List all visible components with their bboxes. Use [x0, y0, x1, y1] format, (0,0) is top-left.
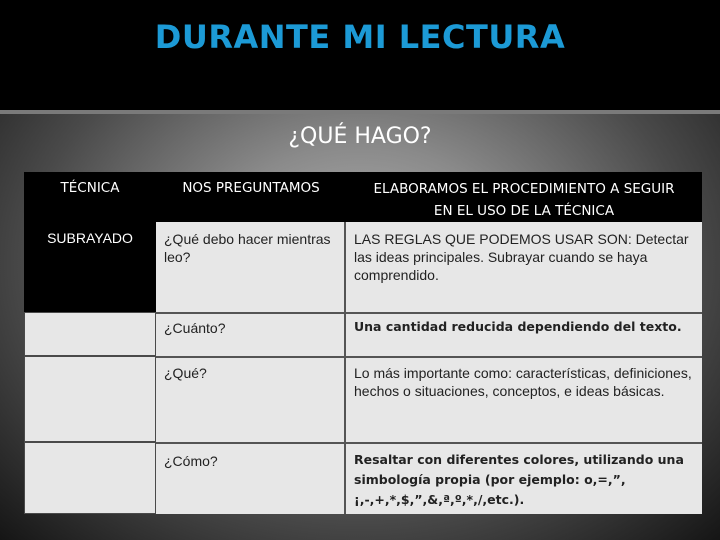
procedure-text: Resaltar con diferentes colores, utilizando una simbología propia (por ejemplo: o,=,”,¡,-,+,*,$,”,&,ª,º,*,/,etc.).	[354, 452, 684, 507]
header-tecnica-label: TÉCNICA	[60, 180, 120, 196]
page-title: DURANTE MI LECTURA	[154, 18, 566, 56]
table-row-4-procedure	[346, 442, 702, 514]
header-procedimiento-label: ELABORAMOS EL PROCEDIMIENTO A SEGUIR EN EL USO DE LA TÉCNICA	[373, 181, 675, 219]
header-preguntamos-label: NOS PREGUNTAMOS	[182, 180, 320, 196]
procedure-text: LAS REGLAS QUE PODEMOS USAR SON: Detectar las ideas principales. Subrayar cuando se haya comprendido.	[354, 231, 689, 283]
header-tecnica	[24, 172, 156, 222]
tecnica-cell-empty	[24, 442, 156, 514]
table-row-4-question	[156, 442, 346, 514]
table-row-3-question	[156, 356, 346, 442]
question-text: ¿Cuánto?	[164, 320, 226, 336]
tecnica-cell-empty	[24, 312, 156, 356]
question-text: ¿Cómo?	[164, 453, 218, 469]
table-row-2-question	[156, 312, 346, 356]
tecnica-cell	[24, 222, 156, 312]
table-row-2-procedure	[346, 312, 702, 356]
procedure-text: Lo más importante como: características, definiciones, hechos o situaciones, conceptos, e ideas básicas.	[354, 365, 692, 399]
table-row-1-question	[156, 222, 346, 312]
table-row-3-procedure	[346, 356, 702, 442]
header-preguntamos	[156, 172, 346, 222]
question-text: ¿Qué debo hacer mientras leo?	[164, 231, 331, 265]
procedure-text: Una cantidad reducida dependiendo del texto.	[354, 319, 682, 334]
tecnica-label: SUBRAYADO	[47, 230, 133, 246]
tecnica-cell-empty	[24, 356, 156, 442]
question-text: ¿Qué?	[164, 365, 207, 381]
header-procedimiento	[346, 172, 702, 222]
table-row-1-procedure	[346, 222, 702, 312]
section-subtitle: ¿QUÉ HAGO?	[288, 124, 432, 149]
